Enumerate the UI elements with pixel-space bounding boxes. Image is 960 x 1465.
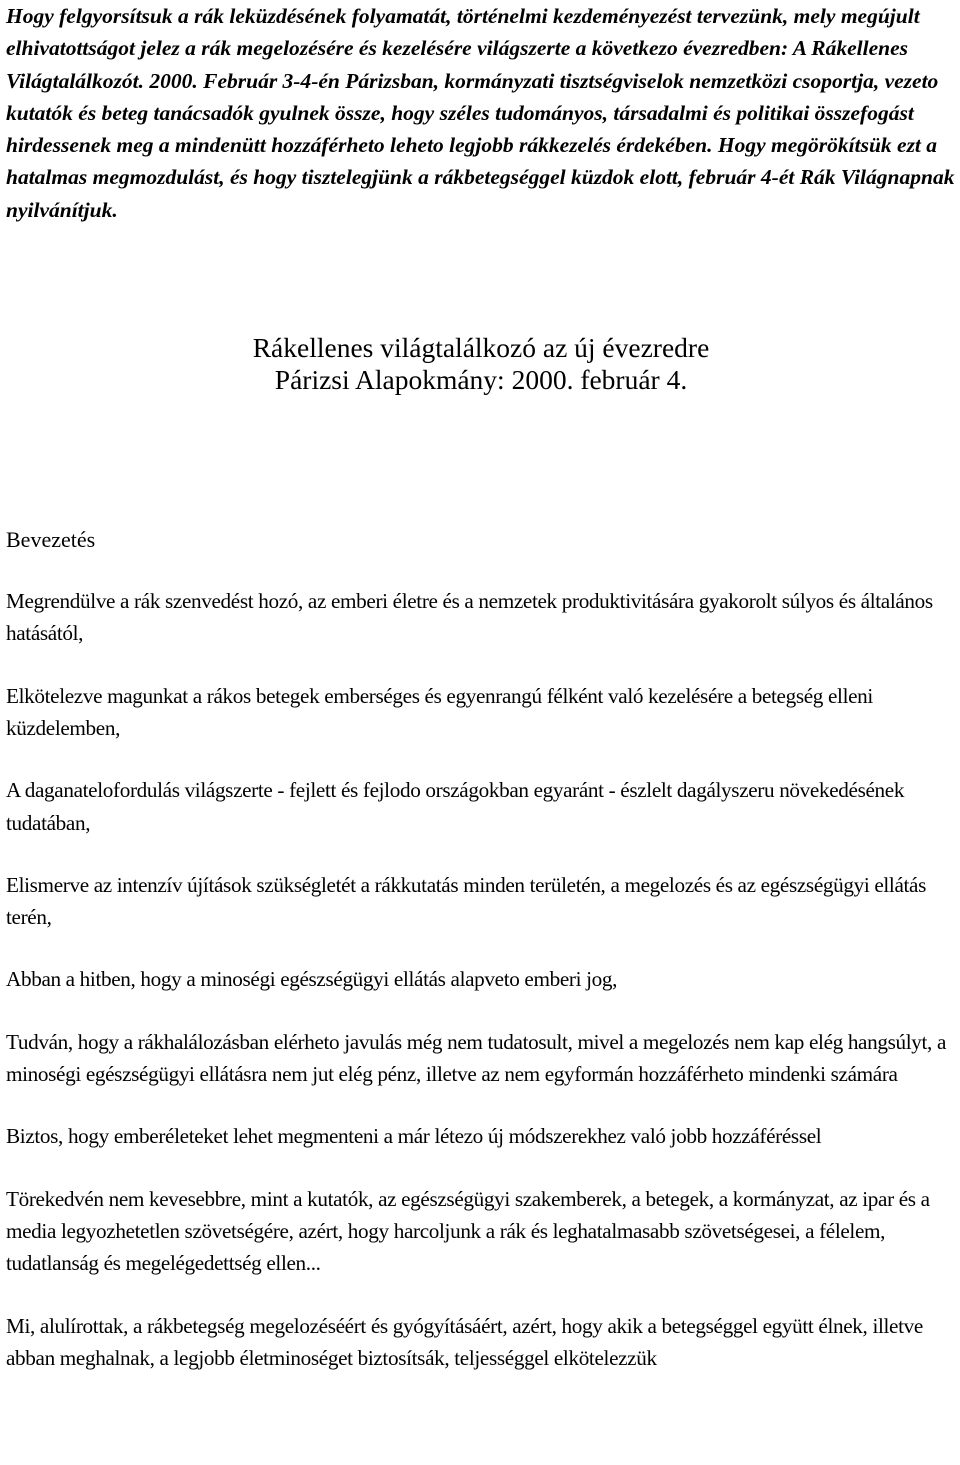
paragraph: Elkötelezve magunkat a rákos betegek emberséges és egyenrangú félként való kezelésére a betegség elleni küzdelemben, xyxy=(6,683,873,740)
paragraph: Törekedvén nem kevesebbre, mint a kutatók, az egészségügyi szakemberek, a betegek, a kormányzat, az ipar és a media legyozhetetlen szövetségére, azért, hogy harcoljunk a rák és leghatalmasabb szövetségesei, a félelem, tudatlanság és megelégedettség ellen... xyxy=(6,1186,930,1276)
intro-paragraph: Hogy felgyorsítsuk a rák leküzdésének folyamatát, történelmi kezdeményezést tervezünk, mely megújult elhivatottságot jelez a rák megelozésére és kezelésére világszerte a következo évezredben: A Rákellenes Világtalálkozót. 2000. Február 3-4-én Párizsban, kormányzati tisztségviselok nemzetközi csoportja, vezeto kutatók és beteg tanácsadók gyulnek össze, hogy széles tudományos, társadalmi és politikai összefogást hirdessenek meg a mindenütt hozzáférheto leheto legjobb rákkezelés érdekében. Hogy megörökítsük ezt a hatalmas megmozdulást, és hogy tisztelegjünk a rákbetegséggel küzdok elott, február 4-ét Rák Világnapnak nyilvánítjuk. xyxy=(6,4,955,222)
paragraph: Tudván, hogy a rákhalálozásban elérheto javulás még nem tudatosult, mivel a megelozés nem kap elég hangsúlyt, a minoségi egészségügyi ellátásra nem jut elég pénz, illetve az nem egyformán hozzáférheto mindenki számára xyxy=(6,1029,947,1087)
paragraph: Biztos, hogy emberéleteket lehet megmenteni a már létezo új módszerekhez való jobb hozzáféréssel xyxy=(6,1124,822,1149)
paragraph: Megrendülve a rák szenvedést hozó, az emberi életre és a nemzetek produktivitására gyakorolt súlyos és általános hatásától, xyxy=(6,589,933,646)
paragraph: Elismerve az intenzív újítások szükségletét a rákkutatás minden területén, a megelozés és az egészségügyi ellátás terén, xyxy=(6,872,926,930)
title-line-2: Párizsi Alapokmány: 2000. február 4. xyxy=(274,364,688,396)
paragraph: A daganatelofordulás világszerte - fejlett és fejlodo országokban egyaránt - észlelt dagályszeru növekedésének tudatában, xyxy=(6,778,905,835)
paragraph: Abban a hitben, hogy a minoségi egészségügyi ellátás alapveto emberi jog, xyxy=(6,967,618,992)
paragraph: Mi, alulírottak, a rákbetegség megelozéséért és gyógyításáért, azért, hogy akik a betegséggel együtt élnek, illetve abban meghalnak, a legjobb életminoséget biztosítsák, teljességgel elkötelezzük xyxy=(6,1313,923,1370)
title-line-1: Rákellenes világtalálkozó az új évezredre xyxy=(252,332,710,364)
charter-title xyxy=(6,226,956,396)
section-heading: Bevezetés xyxy=(6,527,96,553)
document-page xyxy=(6,0,956,1374)
